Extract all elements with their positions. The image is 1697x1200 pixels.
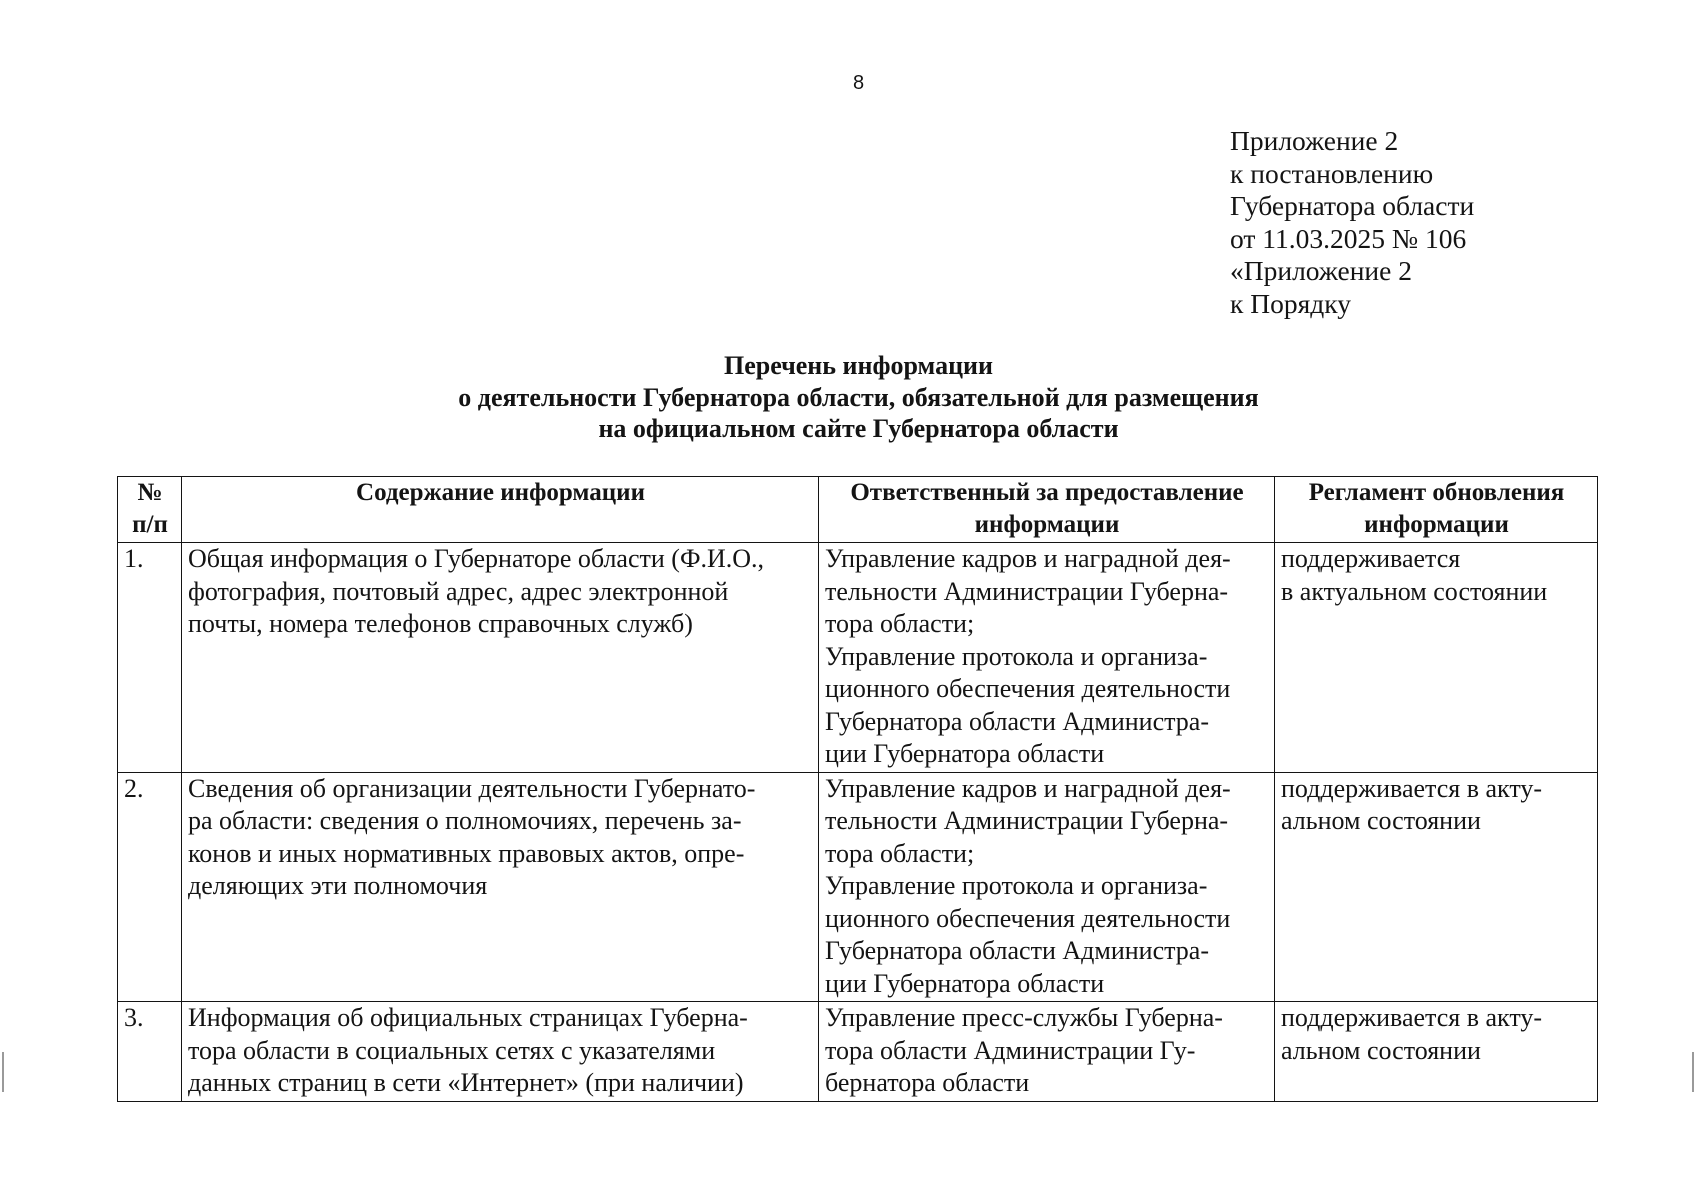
responsible-line: тора области;: [825, 838, 975, 868]
responsible-line: тельности Администрации Губерна-: [825, 806, 1229, 835]
responsible-line: Управление кадров и наградной дея-: [825, 544, 1231, 573]
header-content: [182, 477, 819, 543]
appendix-line: к Порядку: [1230, 287, 1351, 319]
content-line: фотография, почтовый адрес, адрес электронной: [188, 576, 729, 606]
responsible-line: ционного обеспечения деятельности: [825, 903, 1231, 933]
cell-schedule: [1275, 543, 1598, 773]
content-line: Информация об официальных страницах Губерна-: [188, 1003, 748, 1032]
schedule-line: поддерживается: [1281, 544, 1461, 573]
cell-content: [182, 772, 819, 1002]
responsible-line: Управление кадров и наградной дея-: [825, 773, 1231, 803]
appendix-line: «Приложение 2: [1230, 255, 1412, 286]
content-line: деляющих эти полномочия: [188, 871, 488, 900]
schedule-line: в актуальном состоянии: [1281, 576, 1548, 606]
title-line: Перечень информации: [723, 351, 994, 380]
appendix-line: от 11.03.2025 № 106: [1230, 222, 1467, 254]
table-row: [118, 772, 1598, 1002]
appendix-line: к постановлению: [1230, 157, 1434, 189]
header-responsible: [819, 477, 1275, 543]
responsible-line: ции Губернатора области: [825, 739, 1105, 768]
content-line: ра области: сведения о полномочиях, перечень за-: [188, 806, 742, 835]
header-line: информации: [1364, 511, 1509, 538]
table-row: [118, 543, 1598, 773]
document-title: [0, 350, 1697, 445]
information-table: [117, 476, 1598, 1102]
row-number: 3.: [124, 1003, 144, 1032]
header-line: Ответственный за предоставление: [850, 479, 1244, 506]
cell-responsible: [819, 1002, 1275, 1102]
schedule-line: поддерживается в акту-: [1281, 773, 1543, 803]
appendix-line: Приложение 2: [1230, 125, 1399, 156]
scan-edge-mark: [2, 1052, 4, 1092]
responsible-line: ционного обеспечения деятельности: [825, 674, 1231, 703]
responsible-line: Управление протокола и организа-: [825, 871, 1208, 900]
header-number: [118, 477, 182, 543]
appendix-block: [1230, 125, 1474, 320]
responsible-line: бернатора области: [825, 1068, 1030, 1097]
cell-content: [182, 1002, 819, 1102]
title-line: на официальном сайте Губернатора области: [598, 414, 1119, 443]
cell-number: [118, 1002, 182, 1102]
schedule-line: альном состоянии: [1281, 806, 1481, 835]
cell-number: [118, 543, 182, 773]
header-line: №: [137, 479, 163, 506]
content-line: Сведения об организации деятельности Губернато-: [188, 773, 756, 803]
responsible-line: Управление пресс-службы Губерна-: [825, 1003, 1223, 1032]
cell-responsible: [819, 543, 1275, 773]
header-line: информации: [974, 511, 1120, 538]
table-header-row: [118, 477, 1598, 543]
header-schedule: [1275, 477, 1598, 543]
header-line: п/п: [132, 511, 168, 538]
row-number: 2.: [124, 773, 144, 803]
responsible-line: тора области;: [825, 609, 975, 638]
table-row: [118, 1002, 1598, 1102]
schedule-line: альном состоянии: [1281, 1035, 1481, 1065]
header-line: Содержание информации: [356, 479, 645, 506]
responsible-line: Губернатора области Администра-: [825, 936, 1209, 965]
cell-schedule: [1275, 772, 1598, 1002]
header-line: Регламент обновления: [1308, 479, 1565, 506]
schedule-line: поддерживается в акту-: [1281, 1003, 1543, 1032]
responsible-line: тора области Администрации Гу-: [825, 1035, 1196, 1065]
content-line: тора области в социальных сетях с указателями: [188, 1035, 716, 1065]
cell-content: [182, 543, 819, 773]
responsible-line: Управление протокола и организа-: [825, 641, 1208, 671]
content-line: Общая информация о Губернаторе области (Ф.И.О.,: [188, 544, 765, 573]
responsible-line: ции Губернатора области: [825, 968, 1105, 998]
responsible-line: тельности Администрации Губерна-: [825, 576, 1229, 606]
cell-responsible: [819, 772, 1275, 1002]
content-line: данных страниц в сети «Интернет» (при наличии): [188, 1068, 744, 1097]
scan-edge-mark: [1692, 1052, 1694, 1092]
cell-number: [118, 772, 182, 1002]
cell-schedule: [1275, 1002, 1598, 1102]
row-number: 1.: [124, 544, 144, 573]
page-number: 8: [852, 72, 865, 94]
appendix-line: Губернатора области: [1230, 190, 1475, 221]
content-line: почты, номера телефонов справочных служб): [188, 609, 693, 638]
title-line: о деятельности Губернатора области, обязательной для размещения: [458, 382, 1259, 412]
responsible-line: Губернатора области Администра-: [825, 706, 1209, 736]
content-line: конов и иных нормативных правовых актов, опре-: [188, 838, 745, 868]
